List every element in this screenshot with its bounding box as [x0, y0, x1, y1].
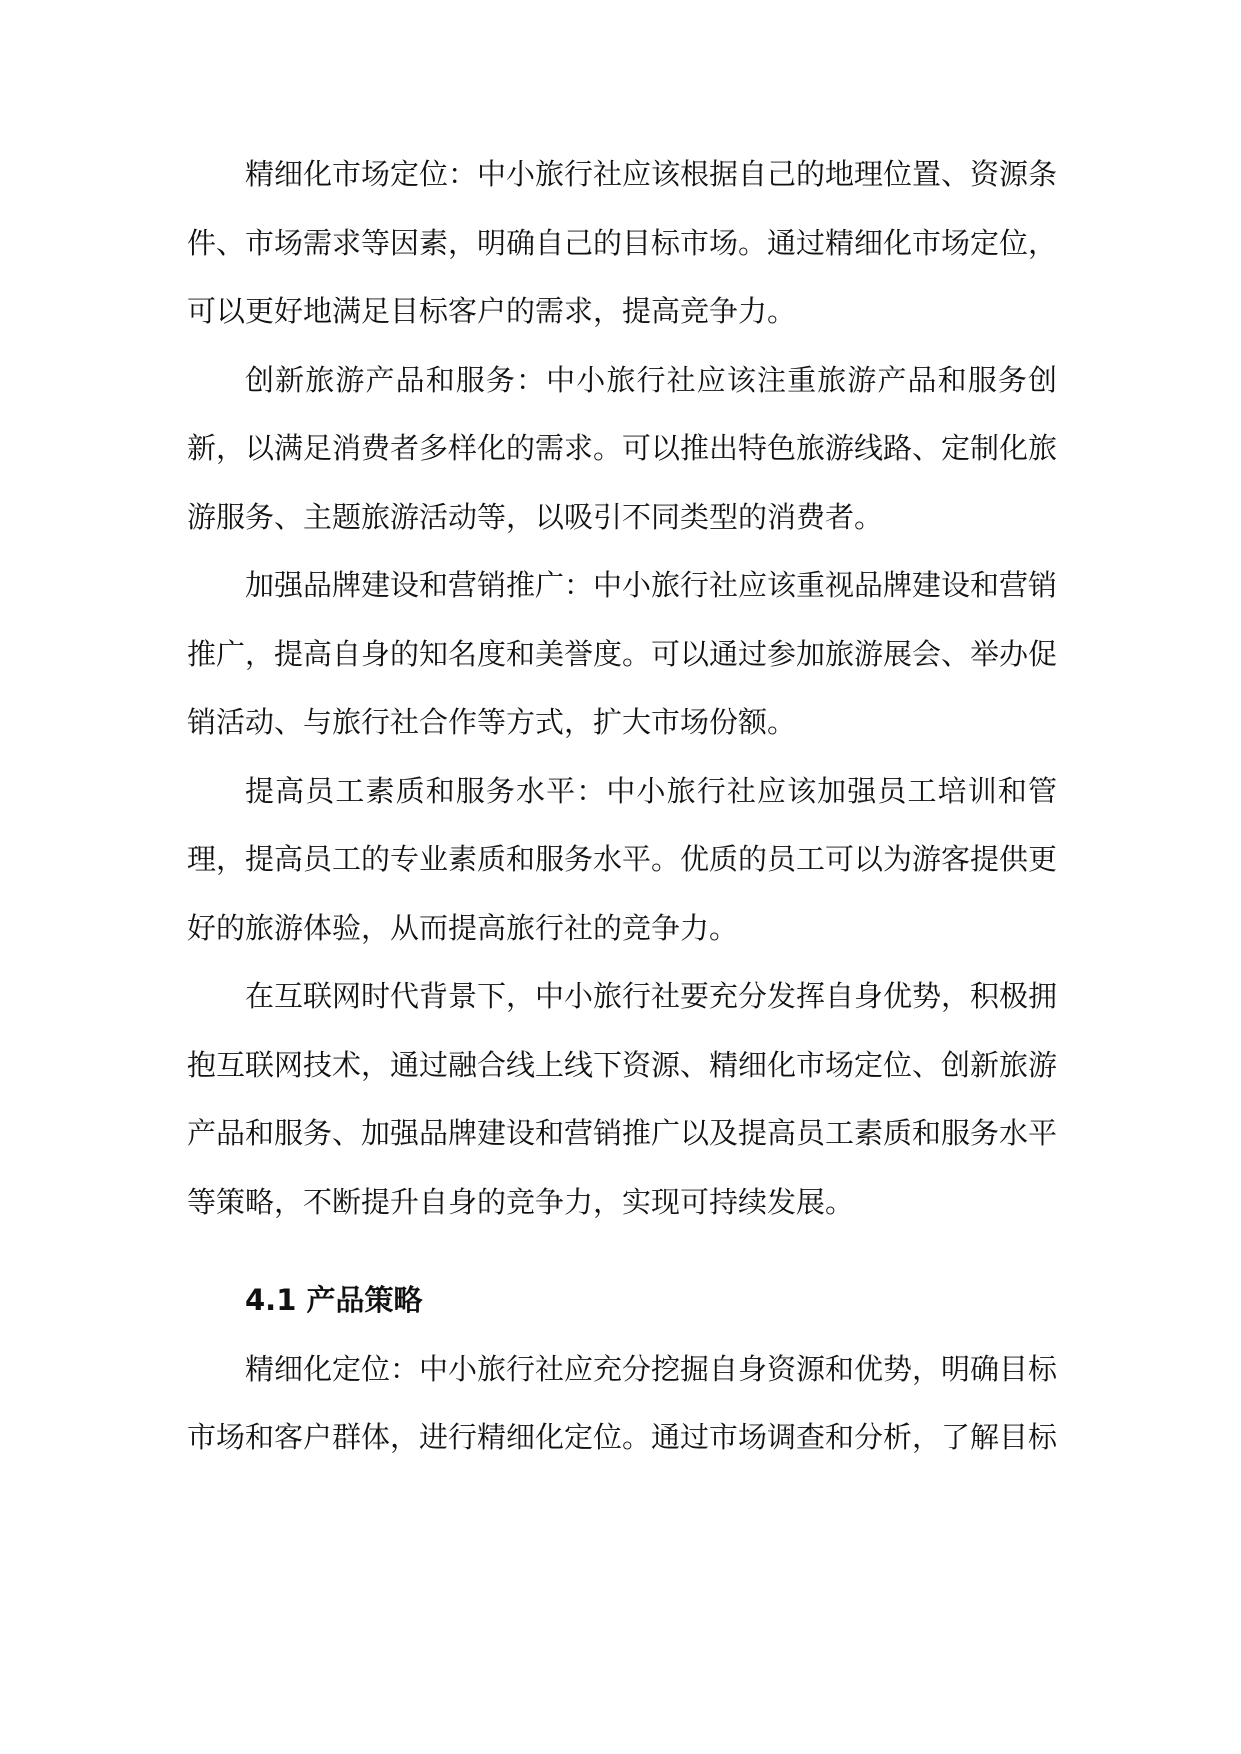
paragraph-staff-quality: 提高员工素质和服务水平：中小旅行社应该加强员工培训和管理，提高员工的专业素质和服务水平。优质的员工可以为游客提供更好的旅游体验，从而提高旅行社的竞争力。: [187, 773, 1058, 945]
paragraph-summary: 在互联网时代背景下，中小旅行社要充分发挥自身优势，积极拥抱互联网技术，通过融合线上线下资源、精细化市场定位、创新旅游产品和服务、加强品牌建设和营销推广以及提高员工素质和服务水平等策略，不断提升自身的竞争力，实现可持续发展。: [187, 979, 1058, 1219]
paragraph-market-positioning: 精细化市场定位：中小旅行社应该根据自己的地理位置、资源条件、市场需求等因素，明确自己的目标市场。通过精细化市场定位，可以更好地满足目标客户的需求，提高竞争力。: [187, 157, 1058, 328]
paragraph-refined-positioning: 精细化定位：中小旅行社应充分挖掘自身资源和优势，明确目标市场和客户群体，进行精细化定位。通过市场调查和分析，了解目标: [187, 1351, 1058, 1454]
document-body: [187, 140, 1057, 1472]
paragraph-product-innovation: 创新旅游产品和服务：中小旅行社应该注重旅游产品和服务创新，以满足消费者多样化的需求。可以推出特色旅游线路、定制化旅游服务、主题旅游活动等，以吸引不同类型的消费者。: [187, 362, 1058, 534]
paragraph-brand-marketing: 加强品牌建设和营销推广：中小旅行社应该重视品牌建设和营销推广，提高自身的知名度和美誉度。可以通过参加旅游展会、举办促销活动、与旅行社合作等方式，扩大市场份额。: [187, 568, 1058, 739]
section-heading: 4.1 产品策略: [245, 1283, 423, 1317]
